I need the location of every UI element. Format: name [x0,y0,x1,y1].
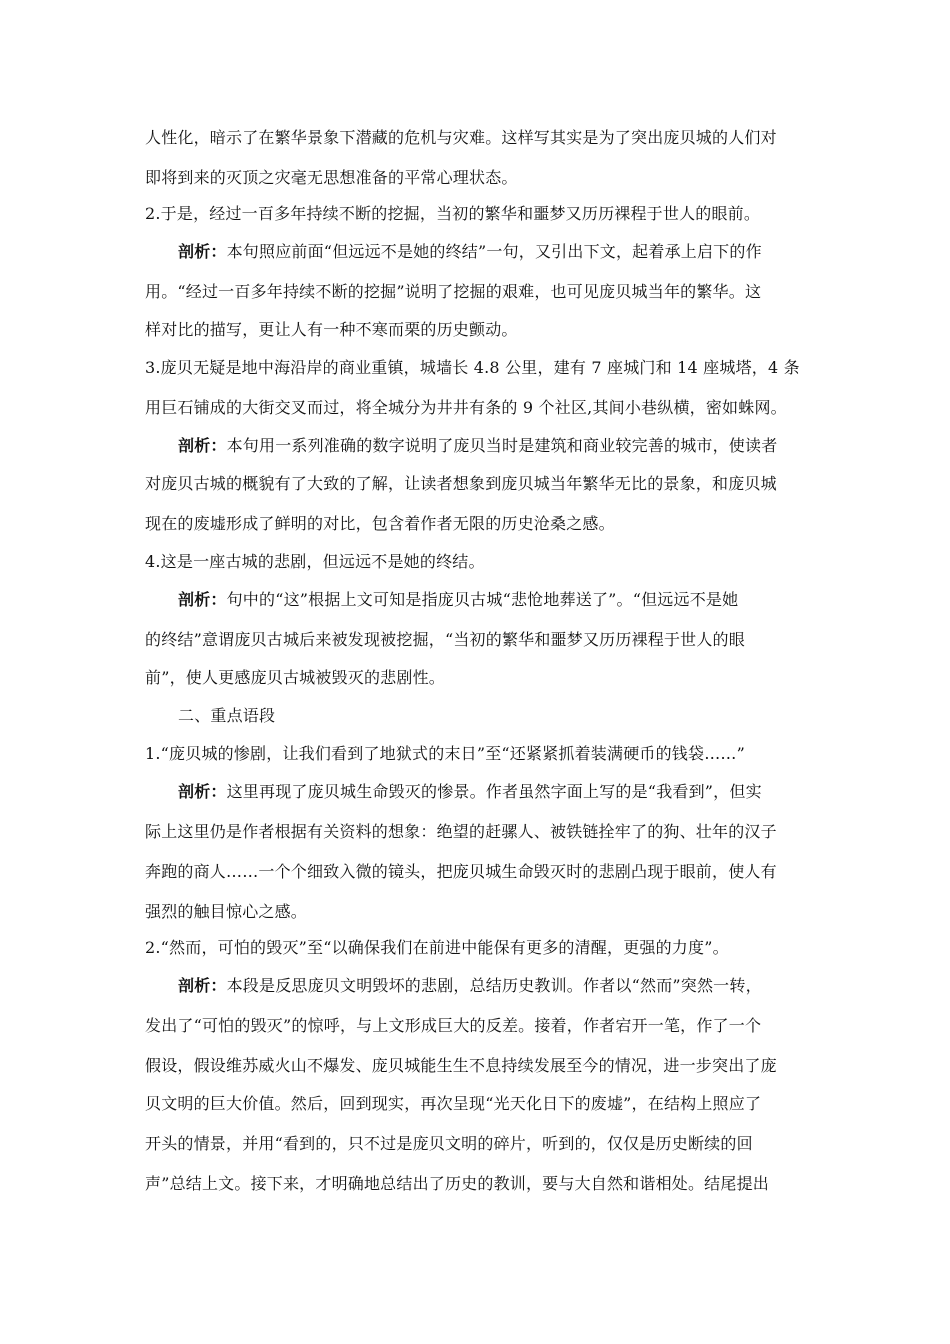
numbered-sentence: 1.“庞贝城的惨剧，让我们看到了地狱式的末日”至“还紧紧抓着装满硬币的钱袋……” [145,744,745,763]
analysis-line: 剖析：本段是反思庞贝文明毁坏的悲剧，总结历史教训。作者以“然而”突然一转， [178,976,762,995]
analysis-line: 剖析：本句用一系列准确的数字说明了庞贝当时是建筑和商业较完善的城市，使读者 [178,436,778,455]
analysis-label: 剖析： [178,242,227,261]
text-line: 发出了“可怕的毁灭”的惊呼，与上文形成巨大的反差。接着，作者宕开一笔，作了一个 [145,1016,762,1035]
text-line: 前”，使人更感庞贝古城被毁灭的悲剧性。 [145,668,445,687]
text-line: 奔跑的商人……一个个细致入微的镜头，把庞贝城生命毁灭时的悲剧凸现于眼前，使人有 [145,862,777,881]
numbered-sentence: 4.这是一座古城的悲剧，但远远不是她的终结。 [145,552,485,571]
text-line: 用巨石铺成的大街交叉而过，将全城分为井井有条的 9 个社区,其间小巷纵横，密如蛛网。 [145,398,787,417]
analysis-line: 剖析：这里再现了庞贝城生命毁灭的惨景。作者虽然字面上写的是“我看到”，但实 [178,782,762,801]
text-line: 贝文明的巨大价值。然后，回到现实，再次呈现“光天化日下的废墟”，在结构上照应了 [145,1094,762,1113]
analysis-line: 剖析：句中的“这”根据上文可知是指庞贝古城“悲怆地葬送了”。“但远远不是她 [178,590,739,609]
section-heading: 二、重点语段 [178,706,276,725]
text-line: 际上这里仍是作者根据有关资料的想象：绝望的赶骡人、被铁链拴牢了的狗、壮年的汉子 [145,822,777,841]
numbered-sentence: 3.庞贝无疑是地中海沿岸的商业重镇，城墙长 4.8 公里，建有 7 座城门和 14 座城塔，4 条 [145,358,800,377]
numbered-sentence: 2.“然而，可怕的毁灭”至“以确保我们在前进中能保有更多的清醒，更强的力度”。 [145,938,729,957]
analysis-line: 剖析：本句照应前面“但远远不是她的终结”一句，又引出下文，起着承上启下的作 [178,242,762,261]
text-line: 开头的情景，并用“看到的，只不过是庞贝文明的碎片，听到的，仅仅是历史断续的回 [145,1134,753,1153]
analysis-label: 剖析： [178,436,227,455]
text-line: 的终结”意谓庞贝古城后来被发现被挖掘，“当初的繁华和噩梦又历历裸程于世人的眼 [145,630,745,649]
text-line: 假设，假设维苏威火山不爆发、庞贝城能生生不息持续发展至今的情况，进一步突出了庞 [145,1056,777,1075]
text-line: 样对比的描写，更让人有一种不寒而栗的历史颤动。 [145,320,518,339]
text-line: 现在的废墟形成了鲜明的对比，包含着作者无限的历史沧桑之感。 [145,514,615,533]
text-line: 对庞贝古城的概貌有了大致的了解，让读者想象到庞贝城当年繁华无比的景象，和庞贝城 [145,474,777,493]
text-line: 强烈的触目惊心之感。 [145,902,308,921]
numbered-sentence: 2.于是，经过一百多年持续不断的挖掘，当初的繁华和噩梦又历历裸程于世人的眼前。 [145,204,761,223]
text-line: 人性化，暗示了在繁华景象下潜藏的危机与灾难。这样写其实是为了突出庞贝城的人们对 [145,128,777,147]
analysis-label: 剖析： [178,976,227,995]
text-line: 用。“经过一百多年持续不断的挖掘”说明了挖掘的艰难，也可见庞贝城当年的繁华。这 [145,282,762,301]
analysis-label: 剖析： [178,782,227,801]
text-line: 声”总结上文。接下来，才明确地总结出了历史的教训，要与大自然和谐相处。结尾提出 [145,1174,769,1193]
text-line: 即将到来的灭顶之灾毫无思想准备的平常心理状态。 [145,168,518,187]
analysis-label: 剖析： [178,590,227,609]
